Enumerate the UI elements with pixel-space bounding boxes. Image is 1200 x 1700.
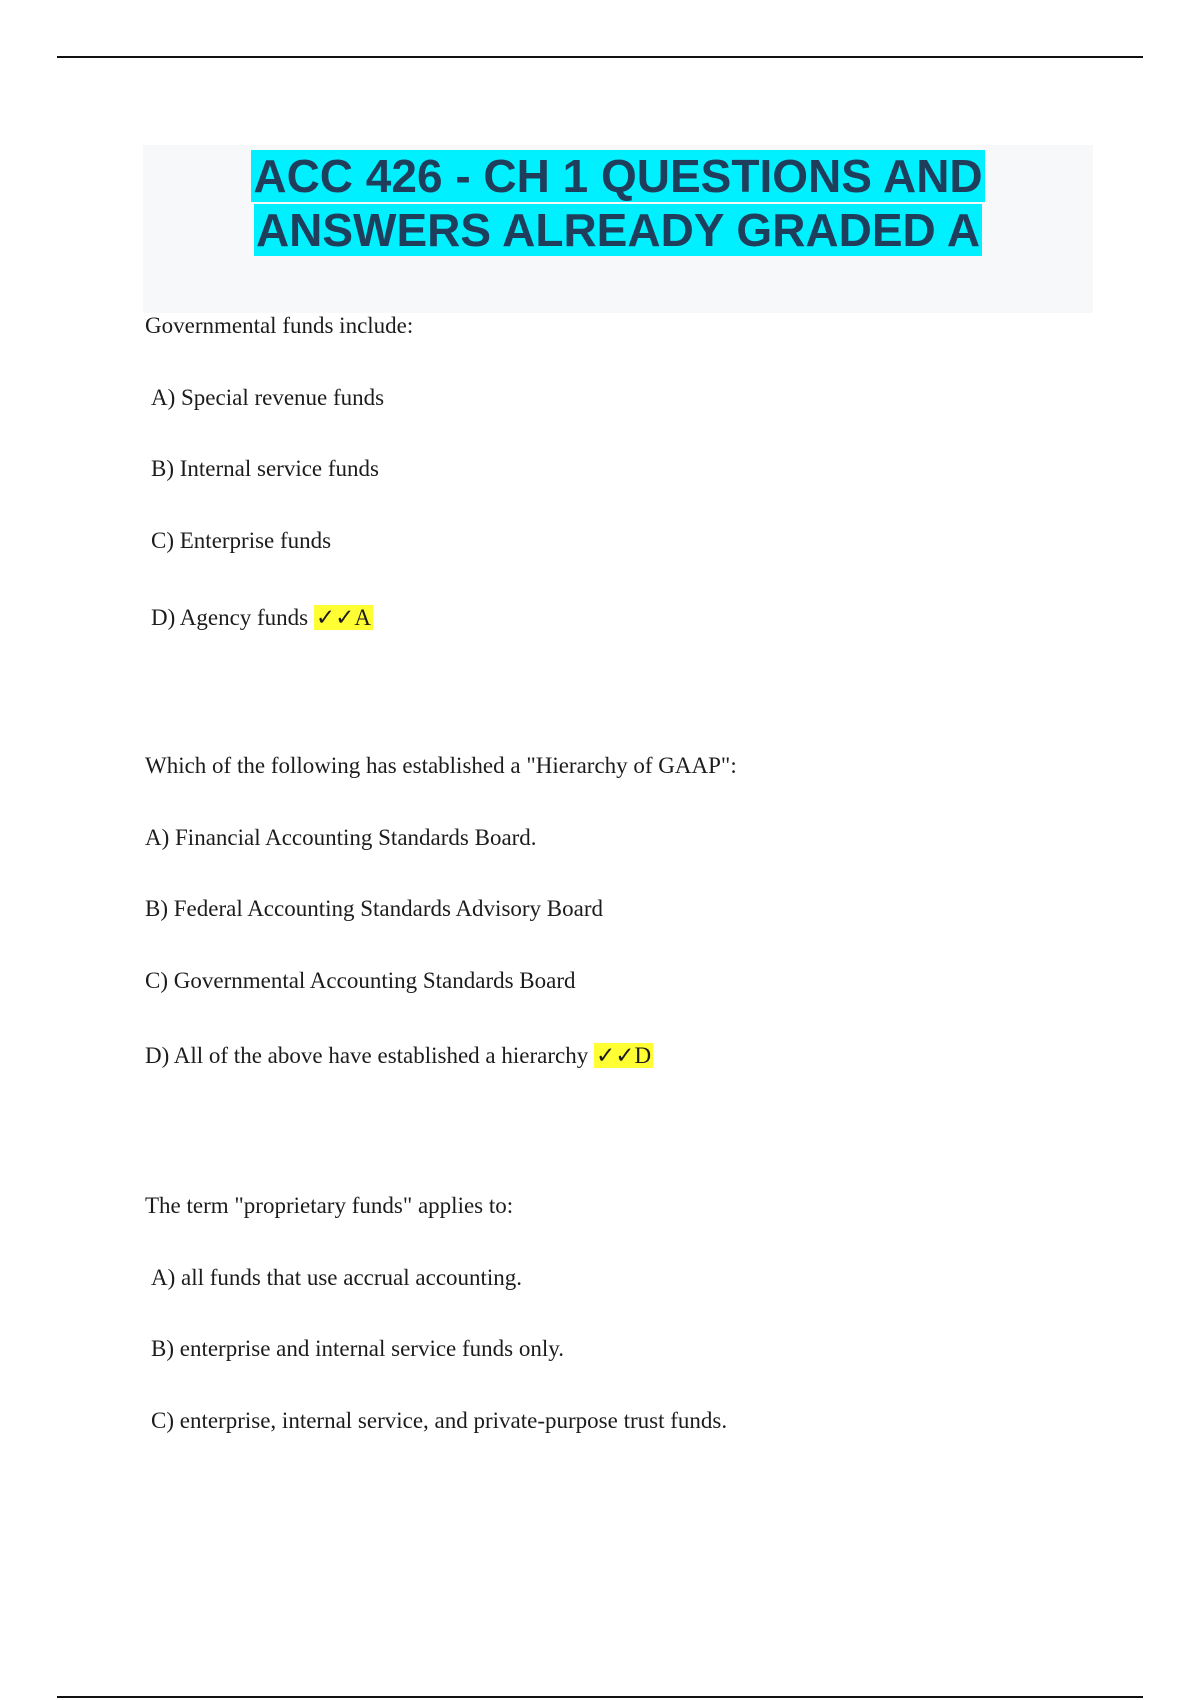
question-1-option-c: C) Enterprise funds xyxy=(151,528,332,553)
question-2-prompt: Which of the following has established a "Hierarchy of GAAP": xyxy=(145,753,737,778)
question-1-prompt: Governmental funds include: xyxy=(145,313,414,338)
question-2-option-a: A) Financial Accounting Standards Board. xyxy=(145,825,537,850)
title-line-1: ACC 426 - CH 1 QUESTIONS AND xyxy=(253,150,983,202)
document-title xyxy=(143,149,1093,257)
question-1-option-d-text: D) Agency funds xyxy=(151,605,309,630)
bottom-rule xyxy=(57,1696,1143,1698)
question-1-option-d xyxy=(151,604,373,632)
title-banner xyxy=(143,145,1093,313)
question-3-prompt: The term "proprietary funds" applies to: xyxy=(145,1193,514,1218)
question-1-option-a: A) Special revenue funds xyxy=(151,385,385,410)
question-2-option-c: C) Governmental Accounting Standards Board xyxy=(145,968,576,993)
question-2-option-d-text: D) All of the above have established a hierarchy xyxy=(145,1043,589,1068)
question-2-option-b: B) Federal Accounting Standards Advisory Board xyxy=(145,896,604,921)
title-line-2: ANSWERS ALREADY GRADED A xyxy=(255,204,981,256)
question-1-option-b: B) Internal service funds xyxy=(151,456,380,481)
question-1-answer: ✓✓A xyxy=(315,605,372,630)
question-3-option-c: C) enterprise, internal service, and private-purpose trust funds. xyxy=(151,1408,728,1433)
question-3-option-b: B) enterprise and internal service funds only. xyxy=(151,1336,565,1361)
question-2-option-d xyxy=(145,1042,653,1070)
top-rule xyxy=(57,56,1143,58)
question-2-answer: ✓✓D xyxy=(595,1043,652,1068)
question-3-option-a: A) all funds that use accrual accounting. xyxy=(151,1265,523,1290)
